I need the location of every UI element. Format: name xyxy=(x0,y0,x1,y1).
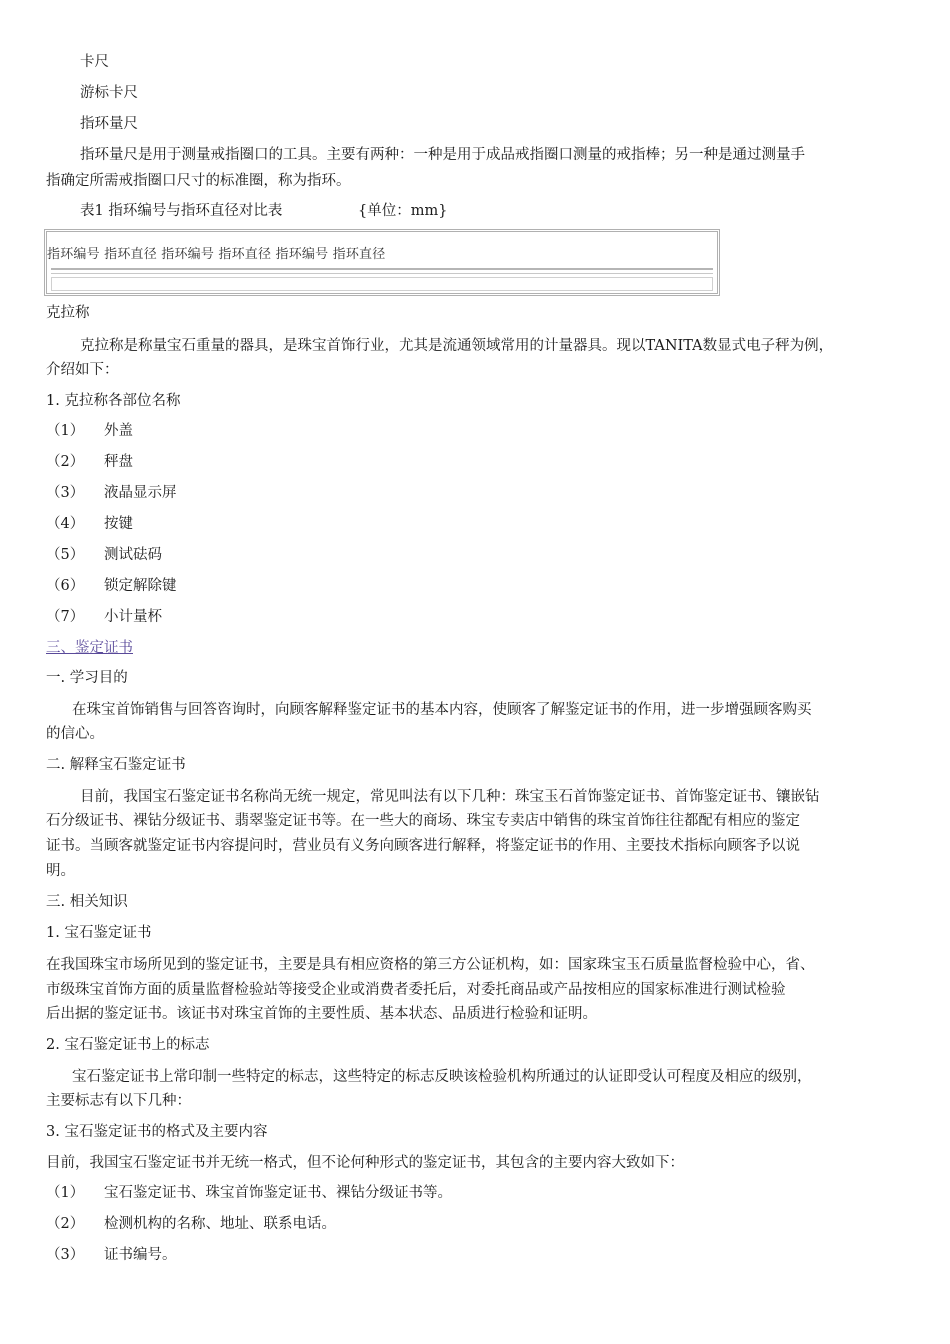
list-item xyxy=(46,1215,336,1233)
section-explain-certificate: 二. 解释宝石鉴定证书 xyxy=(46,757,186,773)
table-divider-thin xyxy=(51,273,713,274)
list-item xyxy=(46,484,177,502)
section-learning-goal: 一. 学习目的 xyxy=(46,670,128,686)
tool-caliper: 卡尺 xyxy=(80,54,109,70)
knowledge-heading-3: 3. 宝石鉴定证书的格式及主要内容 xyxy=(46,1124,268,1140)
list-item xyxy=(46,1246,177,1264)
carat-parts-heading: 1. 克拉称各部位名称 xyxy=(46,393,181,409)
knowledge1-line3: 后出据的鉴定证书。该证书对珠宝首饰的主要性质、基本状态、品质进行检验和证明。 xyxy=(46,1006,597,1022)
knowledge-heading-1: 1. 宝石鉴定证书 xyxy=(46,925,152,941)
ring-gauge-paragraph-line1: 指环量尺是用于测量戒指圈口的工具。主要有两种：一种是用于成品戒指圈口测量的戒指棒；另一种是通过测量手 xyxy=(80,147,805,163)
explain-line3: 证书。当顾客就鉴定证书内容提问时，营业员有义务向顾客进行解释，将鉴定证书的作用、主要技术指标向顾客予以说 xyxy=(46,838,800,854)
carat-paragraph-line1: 克拉称是称量宝石重量的器具，是珠宝首饰行业，尤其是流通领域常用的计量器具。现以TANITA数显式电子秤为例， xyxy=(80,338,834,354)
explain-line4: 明。 xyxy=(46,863,75,879)
table-divider xyxy=(51,268,713,270)
knowledge2-line1: 宝石鉴定证书上常印制一些特定的标志，这些特定的标志反映该检验机构所通过的认证即受认可程度及相应的级别， xyxy=(72,1069,812,1085)
explain-line1: 目前，我国宝石鉴定证书名称尚无统一规定，常见叫法有以下几种：珠宝玉石首饰鉴定证书、首饰鉴定证书、镶嵌钻 xyxy=(80,789,820,805)
list-number: （3） xyxy=(46,485,85,501)
list-number: （6） xyxy=(46,578,85,594)
list-item xyxy=(46,546,162,564)
list-number: （1） xyxy=(46,423,85,439)
list-text: 证书编号。 xyxy=(104,1247,177,1263)
list-text: 外盖 xyxy=(104,423,133,439)
list-number: （4） xyxy=(46,516,85,532)
list-number: （1） xyxy=(46,1185,85,1201)
certificate-section-link[interactable]: 三、鉴定证书 xyxy=(46,640,133,656)
knowledge1-line1: 在我国珠宝市场所见到的鉴定证书，主要是具有相应资格的第三方公证机构，如：国家珠宝玉石质量监督检验中心，省、 xyxy=(46,957,815,973)
list-text: 锁定解除键 xyxy=(104,578,177,594)
list-text: 小计量杯 xyxy=(104,609,162,625)
explain-line2: 石分级证书、裸钻分级证书、翡翠鉴定证书等。在一些大的商场、珠宝专卖店中销售的珠宝首饰往往都配有相应的鉴定 xyxy=(46,813,800,829)
list-text: 液晶显示屏 xyxy=(104,485,177,501)
list-item xyxy=(46,577,177,595)
ring-size-table xyxy=(44,229,720,296)
table-empty-row xyxy=(51,277,713,291)
tool-vernier-caliper: 游标卡尺 xyxy=(80,85,138,101)
learning-goal-line1: 在珠宝首饰销售与回答咨询时，向顾客解释鉴定证书的基本内容，使顾客了解鉴定证书的作用，进一步增强顾客购买 xyxy=(72,702,812,718)
tool-ring-gauge: 指环量尺 xyxy=(80,116,138,132)
list-item xyxy=(46,1184,452,1202)
knowledge3-line1: 目前，我国宝石鉴定证书并无统一格式，但不论何种形式的鉴定证书，其包含的主要内容大致如下： xyxy=(46,1155,684,1171)
list-number: （7） xyxy=(46,609,85,625)
list-item xyxy=(46,422,133,440)
list-number: （2） xyxy=(46,454,85,470)
carat-paragraph-line2: 介绍如下： xyxy=(46,362,119,378)
list-item xyxy=(46,453,133,471)
list-number: （2） xyxy=(46,1216,85,1232)
table-caption: 表1 指环编号与指环直径对比表 xyxy=(80,203,283,219)
list-text: 宝石鉴定证书、珠宝首饰鉴定证书、裸钻分级证书等。 xyxy=(104,1185,452,1201)
table-unit: {单位：mm} xyxy=(358,203,448,219)
section-related-knowledge: 三. 相关知识 xyxy=(46,894,128,910)
learning-goal-line2: 的信心。 xyxy=(46,726,104,742)
list-number: （5） xyxy=(46,547,85,563)
knowledge2-line2: 主要标志有以下几种： xyxy=(46,1093,191,1109)
table-header-row: 指环编号 指环直径 指环编号 指环直径 指环编号 指环直径 xyxy=(47,247,386,262)
knowledge-heading-2: 2. 宝石鉴定证书上的标志 xyxy=(46,1037,210,1053)
list-text: 按键 xyxy=(104,516,133,532)
list-text: 测试砝码 xyxy=(104,547,162,563)
carat-scale-title: 克拉称 xyxy=(46,305,90,321)
list-item xyxy=(46,515,133,533)
list-text: 检测机构的名称、地址、联系电话。 xyxy=(104,1216,336,1232)
knowledge1-line2: 市级珠宝首饰方面的质量监督检验站等接受企业或消费者委托后，对委托商品或产品按相应的国家标准进行测试检验 xyxy=(46,982,786,998)
list-text: 秤盘 xyxy=(104,454,133,470)
ring-gauge-paragraph-line2: 指确定所需戒指圈口尺寸的标准圈，称为指环。 xyxy=(46,173,351,189)
list-item xyxy=(46,608,162,626)
list-number: （3） xyxy=(46,1247,85,1263)
